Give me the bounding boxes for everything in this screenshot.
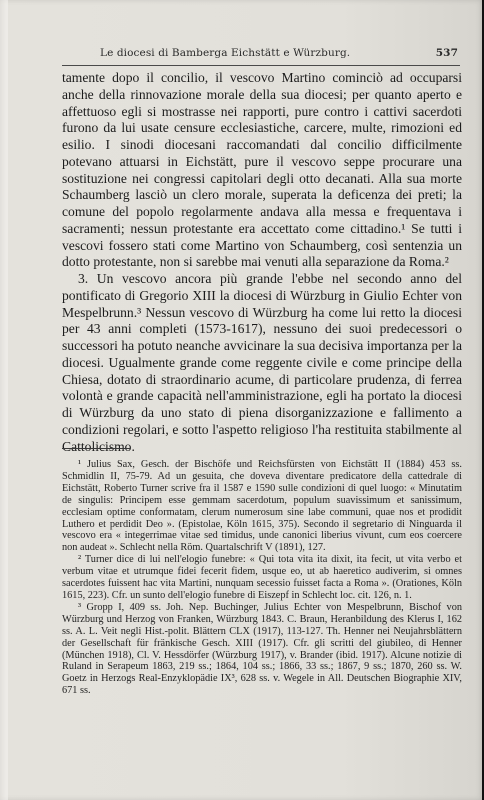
page-edge [0, 0, 8, 800]
footnotes [62, 459, 462, 697]
footnote: ³ Gropp I, 409 ss. Joh. Nep. Buchinger, Julius Echter von Mespelbrunn, Bischof von Würzburg und Herzog von Franken, Würzburg 1843. C. Braun, Heranbildung des Klerus I, 162 ss. A. L. Veit negli Hist.-polit. Blättern CLX (1917), 113-127. Th. Henner nei Neujahrsblättern der Gesellschaft für fränkische Gesch. XIII (1917). Cfr. gli scritti del giubileo, di Henner (München 1918), Cl. V. Hessdörfer (Würzburg 1917), v. Brander (ibid. 1917). Alcune notizie di Ruland in Serapeum 1863, 219 ss.; 1864, 104 ss.; 1866, 33 ss.; 1867, 9 ss.; 1870, 260 ss. W. Goetz in Herzogs Real-Enzyklopädie IX³, 628 ss. v. Wegele in All. Deutschen Biographie XIV, 671 ss. [62, 601, 462, 697]
header-rule [62, 65, 460, 66]
main-text [62, 70, 462, 455]
footnote: ¹ Julius Sax, Gesch. der Bischöfe und Reichsfürsten von Eichstätt II (1884) 453 ss. Schmidlin II, 75-79. Ad un gesuita, che doveva diventare predicatore della cattedrale di Eichstätt, Roberto Turner scrive fra il 1587 e 1590 sulle condizioni di quel luogo: « Minutatim de singulis: Principem esse gemmam sacerdotum, populum suavissimum et sanissimum, ecclesiam optime conformatam, clerum numerosum sine labe communi, quae nos et prodidit Luthero et perdidit Deo ». (Epistolae, Köln 1615, 375). Secondo il segretario di Ninguarda il vescovo era « integerrimae vitae sed timidus, unde canonici liberius vivunt, cum eos coercere non audeat ». Schlecht nella Röm. Quartalschrift V (1891), 127. [62, 459, 462, 554]
footnote: ² Turner dice di lui nell'elogio funebre: « Qui tota vita ita dixit, ita fecit, ut vita verbo et verbum vitae et utrumque fidei fecerit fidem, usque eo, ut ab haeretico audiverim, si omnes sacerdotes fuissent hac vita Martini, nunquam secessio fuisset facta a Roma ». (Orationes, Köln 1615, 223). Cfr. un sunto dell'elogio funebre di Eiszepf in Schlecht loc. cit. 126, n. 1. [62, 554, 462, 601]
footnote-separator [62, 448, 130, 449]
paragraph: 3. Un vescovo ancora più grande l'ebbe nel secondo anno del pontificato di Gregorio XIII la diocesi di Würzburg in Giulio Echter von Mespelbrunn.³ Nessun vescovo di Würzburg ha come lui retto la diocesi per 43 anni completi (1573-1617), nessuno dei suoi predecessori o successori ha potuto neanche avvicinare la sua decisiva importanza per la diocesi. Ugualmente grande come reggente civile e come principe della Chiesa, dotato di straordinario acume, di particolare prudenza, di ferrea volontà e grande capacità nell'amministrazione, egli ha portato la diocesi di Würzburg da uno stato di piena disorganizzazione e fallimento a condizioni regolari, e sotto l'aspetto religioso l'ha restituita stabilmente al Cattolicismo. [62, 271, 462, 454]
paragraph: tamente dopo il concilio, il vescovo Martino cominciò ad occuparsi anche della rinnovazione morale della sua diocesi; per quanto aperto e affettuoso egli si mostrasse nei rapporti, pure contro i cattivi sacerdoti furono da lui usate censure ecclesiastiche, carcere, multe, rimozioni ed esilio. I sinodi diocesani raccomandati dal concilio difficilmente potevano attuarsi in Eichstätt, pure il vescovo seppe procurare una sostituzione nei congressi capitolari degli otto decanati. Alla sua morte Schaumberg lasciò un clero morale, superata la deficenza dei preti; la comune del popolo regolarmente andava alla messa e frequentava i sacramenti; nessun protestante era accettato come cittadino.¹ Se tutti i vescovi fossero stati come Martino von Schaumberg, così sentenzia un dotto protestante, non si sarebbe mai venuti alla separazione da Roma.² [62, 70, 462, 270]
running-title: Le diocesi di Bamberga Eichstätt e Würzburg. [100, 47, 351, 59]
page-number: 537 [435, 47, 458, 59]
